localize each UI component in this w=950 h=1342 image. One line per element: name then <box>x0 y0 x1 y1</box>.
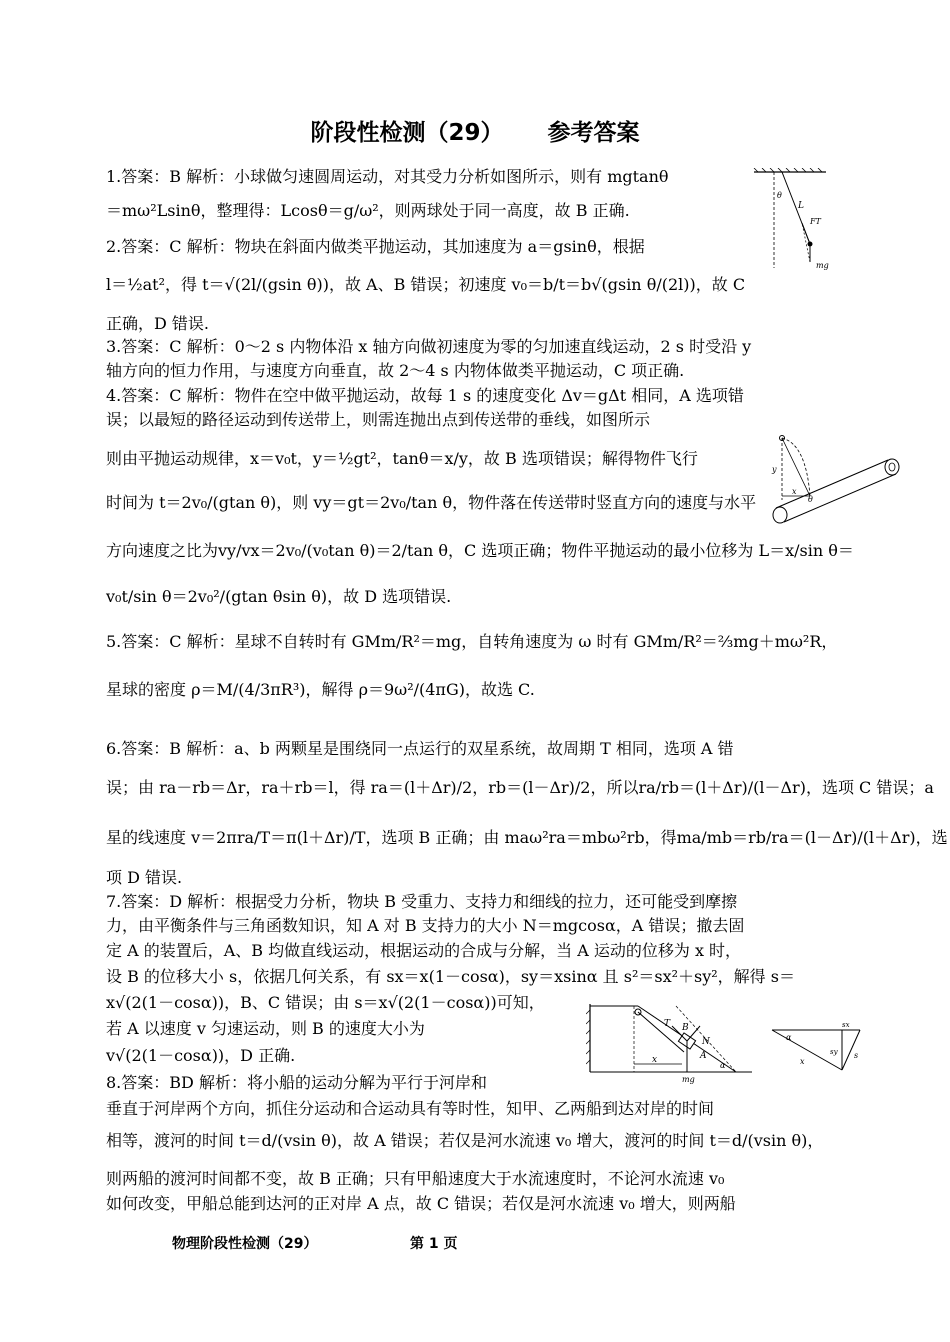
text-line: 8.答案：BD 解析：将小船的运动分解为平行于河岸和 <box>106 1073 487 1092</box>
text-line: 相等，渡河的时间 t＝d/(vsin θ)，故 A 错误；若仅是河水流速 v₀ 增大，渡河的时间 t＝d/(vsin θ)， <box>106 1131 824 1150</box>
text-line: 垂直于河岸两个方向，抓住分运动和合运动具有等时性，知甲、乙两船到达对岸的时间 <box>106 1099 715 1118</box>
text-line: 星的线速度 v＝2πra/T＝π(l＋Δr)/T，选项 B 正确；由 maω²ra＝mbω²rb，得ma/mb＝rb/ra＝(l－Δr)/(l＋Δr)，选 <box>106 828 948 847</box>
fig1-FT: FT <box>810 217 821 226</box>
text-line: ＝mω²Lsinθ，整理得：Lcosθ＝g/ω²，则两球处于同一高度，故 B 正确. <box>106 201 630 220</box>
text-line: 1.答案：B 解析：小球做匀速圆周运动，对其受力分析如图所示，则有 mgtanθ <box>106 167 669 186</box>
text-line: 7.答案：D 解析：根据受力分析，物块 B 受重力、支持力和细线的拉力，还可能受到摩擦 <box>106 892 738 911</box>
text-line: l＝½at²，得 t＝√(2l/(gsin θ))，故 A、B 错误；初速度 v₀＝b/t＝b√(gsin θ/(2l))，故 C <box>106 275 746 294</box>
wedge-figure <box>586 1000 754 1086</box>
text-line: 方向速度之比为vy/vx＝2v₀/(v₀tan θ)＝2/tan θ，C 选项正确；物件平抛运动的最小位移为 L＝x/sin θ＝ <box>106 541 854 560</box>
page-number: 第 1 页 <box>410 1236 458 1252</box>
title-main: 阶段性检测（29） <box>310 120 504 146</box>
displacement-triangle-figure <box>770 1018 866 1074</box>
footer-title: 物理阶段性检测（29） <box>172 1236 318 1252</box>
text-line: v√(2(1－cosα))，D 正确. <box>106 1046 296 1065</box>
fig7a-N: N <box>702 1037 710 1047</box>
pendulum-figure <box>752 168 838 272</box>
fig7b-s: s <box>854 1051 859 1060</box>
text-line: 如何改变，甲船总能到达河的正对岸 A 点，故 C 错误；若仅是河水流速 v₀ 增大，则两船 <box>106 1194 736 1213</box>
text-line: 正确，D 错误. <box>106 314 210 333</box>
fig7b-alpha: α <box>786 1033 792 1042</box>
text-line: 星球的密度 ρ＝M/(4/3πR³)，解得 ρ＝9ω²/(4πG)，故选 C. <box>106 680 535 699</box>
text-line: 6.答案：B 解析：a、b 两颗星是围绕同一点运行的双星系统，故周期 T 相同，选项 A 错 <box>106 739 734 758</box>
fig1-L: L <box>798 201 804 211</box>
fig7a-A: A <box>700 1051 707 1061</box>
conveyor-figure <box>770 430 920 526</box>
fig4-x: x <box>792 487 797 496</box>
text-line: 2.答案：C 解析：物块在斜面内做类平抛运动，其加速度为 a＝gsinθ，根据 <box>106 237 645 256</box>
text-line: 项 D 错误. <box>106 868 183 887</box>
text-line: 设 B 的位移大小 s，依据几何关系，有 sx＝x(1－cosα)，sy＝xsinα 且 s²＝sx²＋sy²，解得 s＝ <box>106 967 795 986</box>
text-line: 力，由平衡条件与三角函数知识，知 A 对 B 支持力的大小 N＝mgcosα，A 错误；撤去固 <box>106 916 745 935</box>
fig7b-sx: sx <box>842 1021 850 1029</box>
fig1-theta: θ <box>777 191 782 200</box>
text-line: 5.答案：C 解析：星球不自转时有 GMm/R²＝mg，自转角速度为 ω 时有 GMm/R²＝⅔mg＋mω²R， <box>106 632 838 651</box>
text-line: 轴方向的恒力作用，与速度方向垂直，故 2～4 s 内物体做类平抛运动，C 项正确. <box>106 361 685 380</box>
text-line: 定 A 的装置后，A、B 均做直线运动，根据运动的合成与分解，当 A 运动的位移为 x 时， <box>106 941 742 960</box>
text-line: 4.答案：C 解析：物件在空中做平抛运动，故每 1 s 的速度变化 Δv＝gΔt 相同，A 选项错 <box>106 386 744 405</box>
page-title <box>0 114 950 147</box>
fig4-theta: θ <box>808 495 813 504</box>
text-line: 3.答案：C 解析：0～2 s 内物体沿 x 轴方向做初速度为零的匀加速直线运动，2 s 时受沿 y <box>106 337 752 356</box>
fig7a-mg: mg <box>682 1075 695 1084</box>
title-sub: 参考答案 <box>547 120 640 146</box>
fig4-y: y <box>772 465 777 474</box>
text-line: v₀t/sin θ＝2v₀²/(gtan θsin θ)，故 D 选项错误. <box>106 587 452 606</box>
text-line: x√(2(1－cosα))，B、C 错误；由 s＝x√(2(1－cosα))可知， <box>106 993 545 1012</box>
fig7a-B: B <box>682 1023 689 1033</box>
fig7a-x: x <box>652 1055 658 1065</box>
text-line: 则由平抛运动规律，x＝v₀t，y＝½gt²，tanθ＝x/y，故 B 选项错误；解得物件飞行 <box>106 449 698 468</box>
text-line: 若 A 以速度 v 匀速运动，则 B 的速度大小为 <box>106 1019 425 1038</box>
fig7a-alpha: α <box>720 1061 726 1070</box>
text-line: 误；以最短的路径运动到传送带上，则需连抛出点到传送带的垂线，如图所示 <box>106 410 651 429</box>
fig7a-T: T <box>664 1019 671 1029</box>
fig1-mg: mg <box>816 261 829 270</box>
fig7b-sy: sy <box>830 1048 838 1056</box>
text-line: 则两船的渡河时间都不变，故 B 正确；只有甲船速度大于水流速度时，不论河水流速 v₀ <box>106 1169 725 1188</box>
fig7b-x: x <box>800 1057 805 1066</box>
text-line: 时间为 t＝2v₀/(gtan θ)，则 vy＝gt＝2v₀/tan θ，物件落在传送带时竖直方向的速度与水平 <box>106 493 757 512</box>
text-line: 误；由 ra－rb＝Δr，ra＋rb＝l，得 ra＝(l＋Δr)/2，rb＝(l－Δr)/2，所以ra/rb＝(l＋Δr)/(l－Δr)，选项 C 错误；a <box>106 778 934 797</box>
